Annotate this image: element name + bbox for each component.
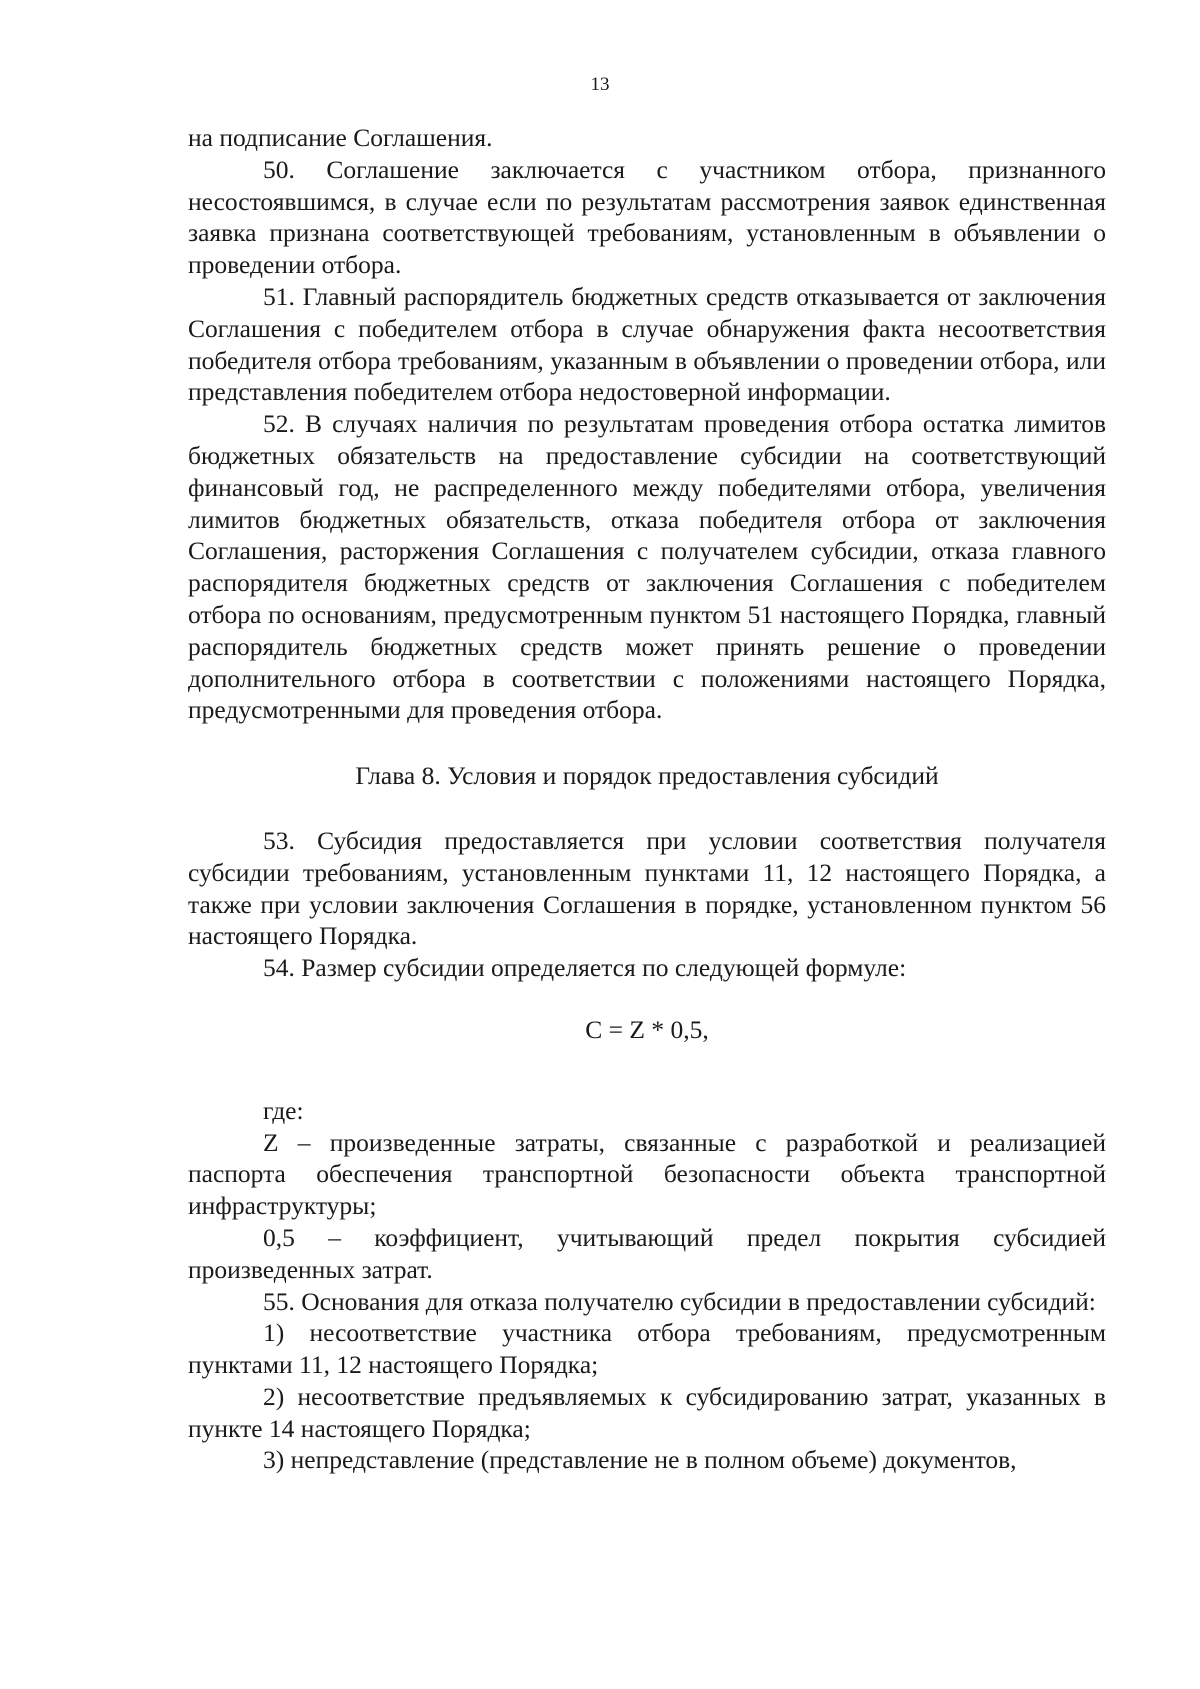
definition-coefficient: 0,5 – коэффициент, учитывающий предел покрытия субсидией произведенных затрат. <box>188 1222 1106 1284</box>
chapter-title: Глава 8. Условия и порядок предоставления субсидий <box>355 761 939 791</box>
paragraph-53: 53. Субсидия предоставляется при условии соответствия получателя субсидии требованиям, установленным пунктами 11, 12 настоящего Порядка, а также при условии заключения Соглашения в порядке, установленном пунктом 56 настоящего Порядка. <box>188 825 1106 951</box>
paragraph-52: 52. В случаях наличия по результатам проведения отбора остатка лимитов бюджетных обязательств на предоставление субсидии на соответствующий финансовый год, не распределенного между победителями отбора, увеличения лимитов бюджетных обязательств, отказа победителя отбора от заключения Соглашения, расторжения Соглашения с получателем субсидии, отказа главного распорядителя бюджетных средств от заключения Соглашения с победителем отбора по основаниям, предусмотренным пунктом 51 настоящего Порядка, главный распорядитель бюджетных средств может принять решение о проведении дополнительного отбора в соответствии с положениями настоящего Порядка, предусмотренными для проведения отбора. <box>188 409 1106 725</box>
paragraph-where: где: <box>263 1095 304 1125</box>
paragraph-50: 50. Соглашение заключается с участником отбора, признанного несостоявшимся, в случае если по результатам рассмотрения заявок единственная заявка признана соответствующей требованиям, установленным в объявлении о проведении отбора. <box>188 154 1106 280</box>
page-number: 13 <box>590 74 610 95</box>
definition-z: Z – произведенные затраты, связанные с разработкой и реализацией паспорта обеспечения транспортной безопасности объекта транспортной инфраструктуры; <box>188 1127 1106 1221</box>
paragraph-continuation: на подписание Соглашения. <box>188 123 493 152</box>
list-item-3: 3) непредставление (представление не в полном объеме) документов, <box>263 1445 1017 1475</box>
list-item-1: 1) несоответствие участника отбора требованиям, предусмотренным пунктами 11, 12 настоящего Порядка; <box>188 1318 1106 1380</box>
paragraph-51: 51. Главный распорядитель бюджетных средств отказывается от заключения Соглашения с победителем отбора в случае обнаружения факта несоответствия победителя отбора требованиям, указанным в объявлении о проведении отбора, или представления победителем отбора недостоверной информации. <box>188 281 1106 407</box>
formula: C = Z * 0,5, <box>585 1014 709 1044</box>
document-body <box>188 122 1106 1476</box>
list-item-2: 2) несоответствие предъявляемых к субсидированию затрат, указанных в пункте 14 настоящего Порядка; <box>188 1381 1106 1443</box>
paragraph-54: 54. Размер субсидии определяется по следующей формуле: <box>263 953 907 983</box>
paragraph-55: 55. Основания для отказа получателю субсидии в предоставлении субсидий: <box>263 1286 1096 1316</box>
